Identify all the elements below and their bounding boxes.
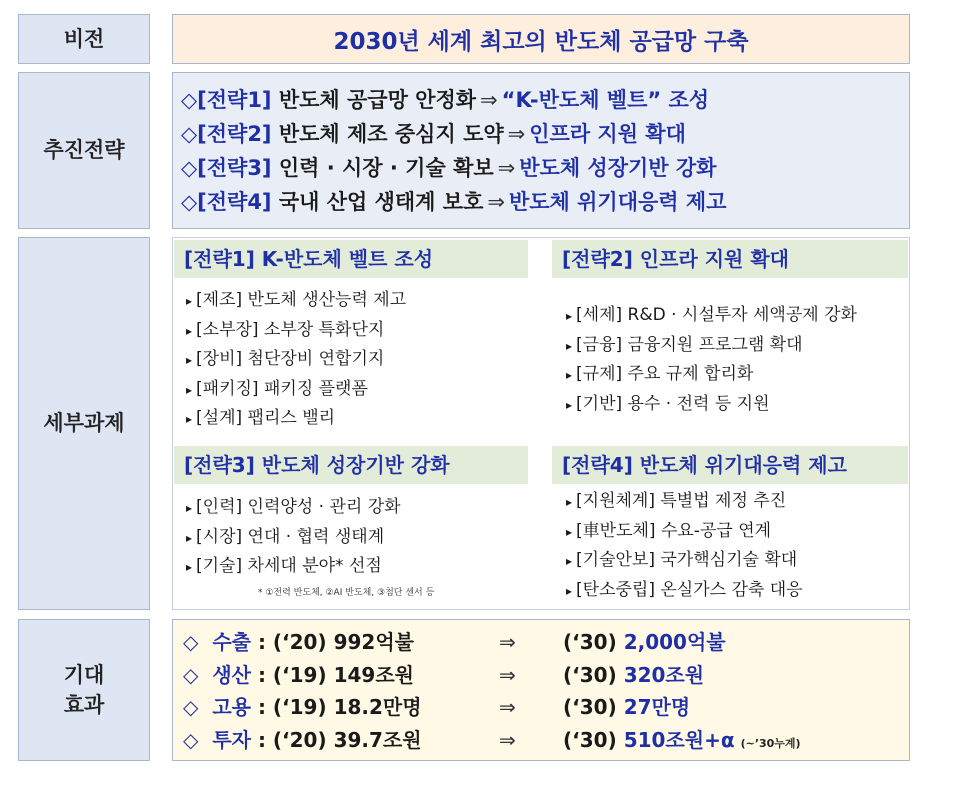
- task-group-list: [566, 487, 803, 605]
- task-item: ▸ [탄소중립] 온실가스 감축 대응: [566, 579, 803, 600]
- task-item: ▸ [소부장] 소부장 특화단지: [186, 319, 385, 340]
- strategy-item: ◇[전략2] 반도체 제조 중심지 도약 ⇒ 인프라 지원 확대: [181, 122, 686, 146]
- task-item: ▸ [설계] 팹리스 밸리: [186, 408, 336, 428]
- task-group-title: [전략4] 반도체 위기대응력 제고: [552, 446, 908, 484]
- footnote: * ①전력 반도체, ②AI 반도체, ③첨단 센서 등: [258, 588, 435, 598]
- task-item: ▸ [세제] R&D · 시설투자 세액공제 강화: [566, 305, 857, 325]
- effect-row: ◇ 생산 : (‘19) 149조원 ⇒ (‘30) 320조원: [183, 662, 705, 687]
- task-group-title: [전략2] 인프라 지원 확대: [552, 240, 908, 278]
- effects-box: [172, 619, 910, 761]
- task-item: ▸ [제조] 반도체 생산능력 제고: [186, 290, 407, 310]
- task-group-list: [566, 301, 857, 419]
- task-group-title: [전략1] K-반도체 벨트 조성: [174, 240, 528, 278]
- task-item: ▸ [패키징] 패키징 플랫폼: [186, 378, 368, 399]
- vision-label: 비전: [18, 14, 150, 64]
- tasks-label: 세부과제: [18, 237, 150, 610]
- effects-label: 기대 효과: [18, 619, 150, 761]
- strategy-label: 추진전략: [18, 72, 150, 229]
- task-item: ▸ [기반] 용수 · 전력 등 지원: [566, 393, 770, 414]
- task-group-list: [186, 286, 406, 434]
- task-group-title: [전략3] 반도체 성장기반 강화: [174, 446, 528, 484]
- task-item: ▸ [시장] 연대 · 협력 생태계: [186, 526, 385, 547]
- task-item: ▸ [지원체계] 특별법 제정 추진: [566, 491, 787, 511]
- strategy-item: ◇[전략4] 국내 산업 생태계 보호 ⇒ 반도체 위기대응력 제고: [181, 190, 727, 214]
- task-item: ▸ [금융] 금융지원 프로그램 확대: [566, 334, 803, 355]
- task-item: ▸ [인력] 인력양성 · 관리 강화: [186, 497, 401, 517]
- effect-row: ◇ 투자 : (‘20) 39.7조원 ⇒ (‘30) 510조원+α (~’30누계): [183, 727, 801, 752]
- task-item: ▸ [기술] 차세대 분야* 선점: [186, 556, 382, 576]
- effect-row: ◇ 고용 : (‘19) 18.2만명 ⇒ (‘30) 27만명: [183, 695, 691, 719]
- strategy-item: ◇[전략3] 인력 · 시장 · 기술 확보 ⇒ 반도체 성장기반 강화: [181, 156, 717, 180]
- vision-statement: 2030년 세계 최고의 반도체 공급망 구축: [172, 14, 910, 64]
- strategy-box: [172, 72, 910, 229]
- task-group-list: [186, 493, 401, 582]
- task-item: ▸ [장비] 첨단장비 연합기지: [186, 349, 385, 369]
- strategy-item: ◇[전략1] 반도체 공급망 안정화 ⇒ “K-반도체 벨트” 조성: [181, 88, 710, 112]
- task-item: ▸ [車반도체] 수요-공급 연계: [566, 520, 772, 541]
- task-item: ▸ [기술안보] 국가핵심기술 확대: [566, 550, 798, 570]
- effect-row: ◇ 수출 : (‘20) 992억불 ⇒ (‘30) 2,000억불: [183, 630, 726, 654]
- task-item: ▸ [규제] 주요 규제 합리화: [566, 364, 754, 384]
